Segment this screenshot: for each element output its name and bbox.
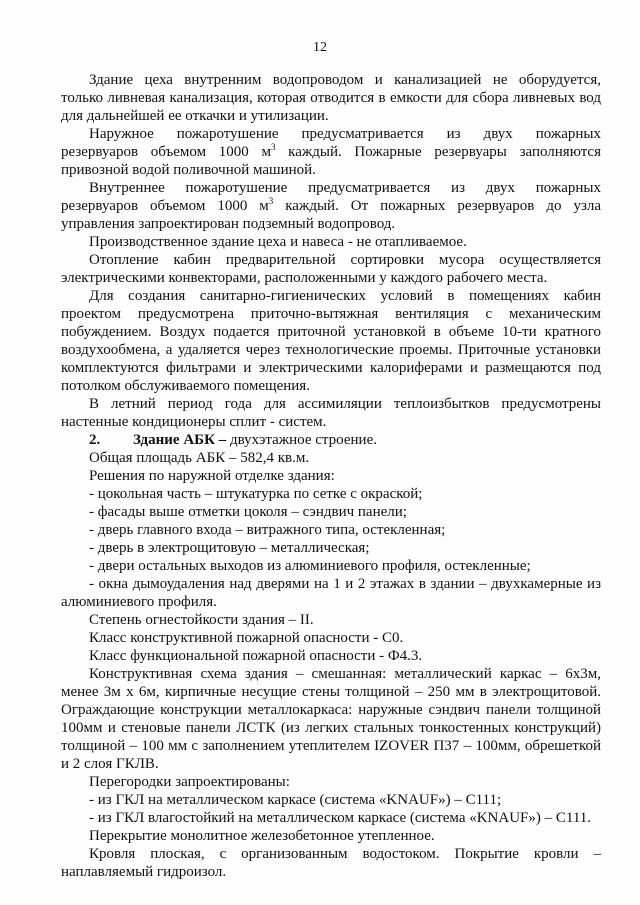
text-line: Перегородки запроектированы:	[89, 774, 290, 790]
text-line: Здание цеха внутренним водопроводом и канализацией не оборудуется,	[89, 72, 601, 88]
text-span: резервуаров объемом 1000 м	[61, 198, 269, 214]
text-line	[61, 143, 601, 161]
text-line: алюминиевого профиля.	[61, 594, 217, 610]
text-line: настенные кондиционеры сплит - систем.	[61, 414, 327, 430]
text-line: Конструктивная схема здания – смешанная: металлический каркас – 6х3м,	[89, 666, 601, 682]
text-line: В летний период года для ассимиляции теплоизбытков предусмотрены	[89, 396, 601, 412]
list-item: - двери остальных выходов из алюминиевого профиля, остекленные;	[89, 558, 531, 574]
text-line: для дальнейшей ее откачки и утилизации.	[61, 108, 329, 124]
section-subtitle: двухэтажное строение.	[226, 432, 377, 448]
text-line: Наружное пожаротушение предусматривается из двух пожарных	[89, 126, 601, 142]
text-line: потолком обслуживаемого помещения.	[61, 378, 310, 394]
text-line: комплектуются фильтрами и электрическими калориферами и размещаются под	[61, 360, 601, 376]
text-line: Ограждающие конструкции металлокаркаса: наружные сэндвич панели толщиной	[61, 702, 601, 718]
text-line: побуждением. Воздух подается приточной установкой в объеме 10-ти кратного	[61, 324, 601, 340]
text-line: менее 3м х 6м, кирпичные несущие стены толщиной – 250 мм в электрощитовой.	[61, 684, 601, 700]
text-line: Класс конструктивной пожарной опасности - С0.	[89, 630, 404, 646]
text-line: Внутреннее пожаротушение предусматривается из двух пожарных	[89, 180, 601, 196]
text-line: Производственное здание цеха и навеса - не отапливаемое.	[89, 234, 467, 250]
list-item: - из ГКЛ на металлическом каркасе (система «KNAUF») – С111;	[89, 792, 502, 808]
list-item: - фасады выше отметки цоколя – сэндвич панели;	[89, 504, 407, 520]
text-line: Степень огнестойкости здания – II.	[89, 612, 314, 628]
text-line: электрическими конвекторами, расположенными у каждого рабочего места.	[61, 270, 548, 286]
text-line: только ливневая канализация, которая отводится в емкости для сбора ливневых вод	[61, 90, 601, 106]
text-line: и 2 слоя ГКЛВ.	[61, 756, 159, 772]
text-line: Кровля плоская, с организованным водостоком. Покрытие кровли –	[89, 846, 601, 862]
text-line: наплавляемый гидроизол.	[61, 864, 227, 880]
text-span: каждый. Пожарные резервуары заполняются	[288, 144, 601, 160]
list-item: - цокольная часть – штукатурка по сетке с окраской;	[89, 486, 423, 502]
text-line: воздухообмена, а удаляется через технологические проемы. Приточные установки	[61, 342, 601, 358]
text-line: Общая площадь АБК – 582,4 кв.м.	[89, 450, 310, 466]
text-span: резервуаров объемом 1000 м	[61, 144, 271, 160]
text-line: привозной водой поливочной машиной.	[61, 162, 316, 178]
section-title: Здание АБК –	[133, 432, 227, 448]
page-number: 12	[313, 40, 327, 55]
text-line	[61, 197, 601, 215]
text-line: Перекрытие монолитное железобетонное утепленное.	[89, 828, 435, 844]
text-line: 100мм и стеновые панели ЛСТК (из легких стальных тонкостенных конструкций)	[61, 720, 601, 736]
text-line: толщиной – 100 мм с заполнением утеплителем IZOVER П37 – 100мм, обрешеткой	[61, 738, 601, 754]
text-line: Для создания санитарно-гигиенических условий в помещениях кабин	[89, 288, 601, 304]
text-line: Решения по наружной отделке здания:	[89, 468, 335, 484]
list-item: - окна дымоудаления над дверями на 1 и 2 этажах в здании – двухкамерные из	[89, 576, 601, 592]
list-item: - дверь в электрощитовую – металлическая;	[89, 540, 370, 556]
text-span: каждый. От пожарных резервуаров до узла	[285, 198, 602, 214]
text-line: Отопление кабин предварительной сортировки мусора осуществляется	[89, 252, 601, 268]
list-item: - из ГКЛ влагостойкий на металлическом каркасе (система «KNAUF») – С111.	[89, 810, 592, 826]
section-heading	[89, 431, 601, 449]
superscript: 3	[270, 142, 276, 152]
section-number: 2.	[89, 432, 101, 448]
text-line: проектом предусмотрена приточно-вытяжная вентиляция с механическим	[61, 306, 601, 322]
text-line: Класс функциональной пожарной опасности - Ф4.3.	[89, 648, 423, 664]
text-line: управления запроектирован подземный водопровод.	[61, 216, 396, 232]
superscript: 3	[268, 196, 274, 206]
list-item: - дверь главного входа – витражного типа, остекленная;	[89, 522, 446, 538]
